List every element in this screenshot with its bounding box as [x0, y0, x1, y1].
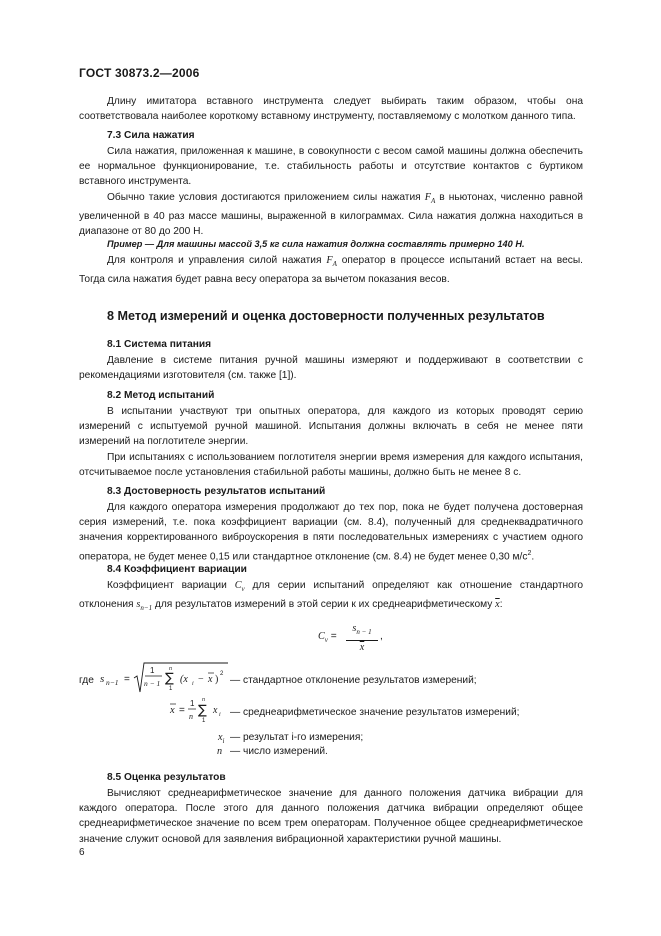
mean-formula-x: x [213, 705, 218, 716]
std-formula-denominator: n − 1 [144, 679, 161, 688]
sum-upper: n [169, 666, 172, 672]
where-label: где [79, 675, 94, 686]
mean-formula [168, 695, 228, 727]
page-number: 6 [79, 847, 85, 858]
std-formula-square: 2 [220, 671, 224, 677]
section-8-5-heading: 8.5 Оценка результатов [107, 772, 226, 783]
section-8-4-paragraph: Коэффициент вариации $C_v$ для серии испытаний определяют как отношение стандартного отклонения $s_{n-1}$ для результатов измерений в этой серии к их среднеарифметическому $\overline{x}$: [79, 580, 583, 613]
mean-formula-eq: = [179, 705, 185, 716]
definition-n-symbol: n [217, 746, 223, 757]
definition-mean: — среднеарифметическое значение результатов измерений; [230, 707, 520, 718]
section-7-3-paragraph-2: Обычно такие условия достигаются приложением силы нажатия $F_A$ в ньютонах, численно равной увеличенной в 40 раз массе машины, выраженной в килограммах. Сила нажатия должна находиться в диапазоне от 80 до 200 Н. [79, 192, 583, 238]
sum-sign: ∑ [165, 671, 174, 686]
mean-formula-one: 1 [190, 699, 195, 708]
document-header: ГОСТ 30873.2—2006 [79, 66, 200, 80]
std-formula-s: s [100, 673, 105, 685]
cv-formula-fraction: $s_{n - 1}$ $\overline{x}$ [346, 622, 378, 654]
section-8-1-paragraph: Давление в системе питания ручной машины измеряют и поддерживают в соответствии с рекомендациями изготовителя (см. также [1]). [79, 355, 583, 382]
section-8-5-paragraph: Вычисляют среднеарифметическое значение для данного положения датчика вибрации для каждого оператора. После этого для данного положения датчика вибрации определяют общее среднеарифметическое значение по всем трем операторам. Полученное общее среднеарифметическое значение служит основой для заявления вибрационной характеристики ручной машины. [79, 788, 583, 845]
std-formula-s-sub: n−1 [106, 678, 119, 687]
section-8-2-paragraph-1: В испытании участвуют три опытных оператора, для каждого из которых проводят серию измерений с испытуемой ручной машиной. Испытания должны включать в себя не менее пяти измерений на поглотителе энергии. [79, 406, 583, 448]
mean-sum-sign: ∑ [198, 703, 207, 718]
section-8-heading: 8 Метод измерений и оценка достоверности полученных результатов [107, 309, 545, 323]
section-8-2-paragraph-2: При испытаниях с использованием поглотителя энергии время измерения для каждого испытания, отсчитываемое после установления стабильной работы машины, должно быть не менее 8 с. [79, 452, 583, 479]
std-formula-xbar: x [208, 674, 213, 685]
definition-xi: — результат i-го измерения; [230, 732, 364, 743]
std-formula-term-sub: i [192, 681, 194, 687]
section-8-2-heading: 8.2 Метод испытаний [107, 390, 215, 401]
std-deviation-formula [100, 660, 242, 696]
section-8-3-paragraph: Для каждого оператора измерения продолжают до тех пор, пока не будет получена достоверная серия измерений, т.е. пока коэффициент вариации (см. 8.4), полученный для среднеквадратичного значения корректированного виброускорения в пяти последовательных измерениях с участием одного оператора, не будет менее 0,15 или стандартное отклонение (см. 8.4) не будет менее 0,30 $м/с^2$. [79, 502, 583, 562]
mean-sum-upper: n [202, 697, 205, 703]
mean-formula-x-sub: i [219, 712, 221, 718]
std-formula-minus: − [198, 674, 204, 685]
cv-formula-comma: , [380, 631, 383, 642]
std-formula-close: ) [215, 674, 219, 685]
example-note: Пример — Для машины массой 3,5 кг сила нажатия должна составлять примерно 140 Н. [107, 239, 525, 249]
section-7-3-paragraph-1: Сила нажатия, приложенная к машине, в совокупности с весом самой машины должна обеспечить ее нормальное функционирование, т.е. стабильность работы и отсутствие контактов с буртиком вставного инструмента. [79, 146, 583, 188]
section-7-3-heading: 7.3 Сила нажатия [107, 130, 195, 141]
mean-formula-n: n [189, 712, 193, 721]
sum-lower: 1 [169, 686, 173, 692]
definition-xi-symbol: $x_i$ [218, 732, 225, 746]
definition-std-deviation: — стандартное отклонение результатов измерений; [230, 675, 477, 686]
intro-paragraph: Длину имитатора вставного инструмента следует выбирать таким образом, чтобы она соответствовала наиболее короткому вставному инструменту, поставляемому с молотком данного типа. [79, 96, 583, 123]
mean-formula-xbar: x [170, 705, 175, 716]
cv-formula: $C_v$ = [318, 631, 337, 645]
section-8-1-heading: 8.1 Система питания [107, 339, 212, 350]
section-8-3-heading: 8.3 Достоверность результатов испытаний [107, 486, 326, 497]
std-formula-eq: = [124, 674, 130, 685]
section-7-3-paragraph-3: Для контроля и управления силой нажатия $F_A$ оператор в процессе испытаний встает на весы. Тогда сила нажатия будет равна весу оператора за вычетом показания весов. [79, 255, 583, 286]
std-formula-term: (x [180, 674, 188, 685]
definition-n: — число измерений. [230, 746, 328, 757]
section-8-4-heading: 8.4 Коэффициент вариации [107, 564, 247, 575]
std-formula-one: 1 [150, 666, 155, 675]
mean-sum-lower: 1 [202, 718, 206, 724]
